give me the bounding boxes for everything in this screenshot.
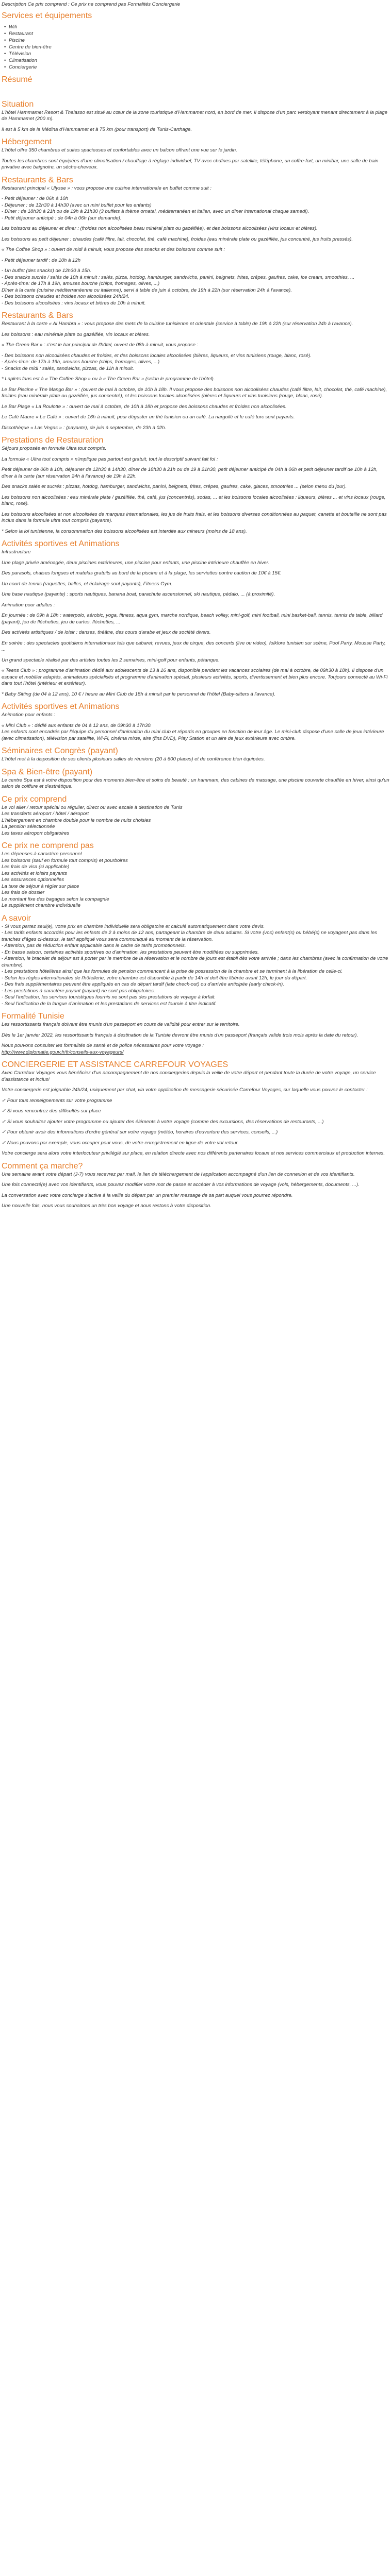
paragraph: Des snacks salés et sucrés : pizzas, hotdog, hamburger, sandwichs, panini, beignets, frites, crêpes, gaufres, cake, glaces, smoothies ... (selon menu du jour). bbox=[2, 484, 347, 489]
paragraph: - Seul l'indication, les services touristiques fournis ne sont pas des prestations de voyage à forfait. bbox=[2, 994, 216, 1000]
animations-title: Activités sportives et Animations bbox=[2, 702, 120, 711]
list-item: Les frais de visa (si applicable) bbox=[2, 864, 70, 870]
resume-title: Résumé bbox=[2, 75, 32, 84]
list-item: • Conciergerie bbox=[9, 64, 389, 71]
paragraph: Dîner à la carte (cuisine méditerranéenne ou italienne), servi à table de juin à octobre, de 19h à 22h (sur réservation 24h à l'avance). bbox=[2, 287, 292, 293]
paragraph: - Des boissons chaudes et froides non alcoolisées 24h/24. bbox=[2, 294, 129, 299]
paragraph: « Teens Club » : programme d'animation dédié aux adolescents de 13 à 16 ans, disponible pendant les vacances scolaires (de mai à octobre, de 09h30 à 18h). Il dispose d'un espace et mobilier adaptés, animateurs spécialisés et programme d'animation spécial, plusieurs activités, sports, divertissement et bien plus encore. Toujours connecté au Wi-Fi dans tout l'hôtel (intérieur et extérieur). bbox=[2, 668, 388, 686]
paragraph: Votre conciergerie est joignable 24h/24, uniquement par chat, via votre application de messagerie sécurisée Carrefour Voyages, sur laquelle vous pouvez le contacter : bbox=[2, 1087, 368, 1093]
paragraph: Restaurant principal « Ulysse » : vous propose une cuisine internationale en buffet comme suit : bbox=[2, 185, 211, 191]
conciergerie-title: CONCIERGERIE ET ASSISTANCE CARREFOUR VOYAGES bbox=[2, 1060, 229, 1069]
paragraph: En journée : de 09h à 18h : waterpolo, aérobic, yoga, fitness, aqua gym, marche nordique, beach volley, mini-golf, mini football, mini basket-ball, tennis, tennis de table, billard (payant), jeu de fléchettes, jeu de cartes, fléchettes, ... bbox=[2, 613, 383, 625]
paragraph: Une plage privée aménagée, deux piscines extérieures, une piscine pour enfants, une piscine intérieure chauffée en hiver. bbox=[2, 560, 270, 566]
paragraph: Animation pour adultes : bbox=[2, 602, 55, 608]
paragraph: Nous pouvons consulter les formalités de santé et de police nécessaires pour votre voyage : bbox=[2, 1043, 204, 1048]
paragraph: - Après-time: de 17h à 19h, amuses bouche (chips, fromages, olives, ...) bbox=[2, 281, 160, 286]
paragraph: ✓ Si vous souhaitez ajouter votre programme ou ajouter des éléments à votre voyage (comme des excursions, des réservations de restaurants, ...) bbox=[2, 1118, 324, 1125]
paragraph: - Selon les règles internationales de l'hôtellerie, votre chambre est disponible à partir de 14h et doit être libérée avant 12h, le jour du départ. bbox=[2, 975, 307, 981]
paragraph: Le Bar Plage « La Roulotte » : ouvert de mai à octobre, de 10h à 18h et propose des boissons chaudes et froides non alcoolisées. bbox=[2, 403, 287, 410]
list-item: Les frais de dossier bbox=[2, 890, 45, 895]
services-title: Services et équipements bbox=[2, 11, 92, 20]
paragraph: - Seul l'indication de la langue d'animation et les prestations de services est fournie à titre indicatif. bbox=[2, 1001, 217, 1007]
paragraph: ✓ Nous pouvons par exemple, vous occuper pour vous, de votre enregistrement en ligne de votre vol retour. bbox=[2, 1140, 239, 1146]
paragraph: Le centre Spa est à votre disposition pour des moments bien-être et soins de beauté : un hammam, des cabines de massage, une piscine couverte chauffée en hiver, ainsi qu'un salon de coiffure et d'esthétique. bbox=[2, 777, 389, 789]
paragraph: Un court de tennis (raquettes, balles, et éclairage sont payants), Fitness Gym. bbox=[2, 581, 173, 587]
seminaires-title: Séminaires et Congrès (payant) bbox=[2, 747, 118, 755]
paragraph: - Déjeuner : de 12h30 à 14h30 (avec un mini buffet pour les enfants) bbox=[2, 202, 152, 208]
paragraph: - Des snacks sucrés / salés de 10h à minuit : salés, pizza, hotdog, hamburger, sandwichs, panini, beignets, frites, crêpes, gaufres, cake, ice cream, smoothies, ... bbox=[2, 274, 355, 280]
paragraph: - Si vous partez seul(e), votre prix en chambre individuelle sera obligatoire et calculé automatiquement dans votre devis. bbox=[2, 923, 265, 929]
paragraph: * Laplets fans est à « The Coffee Shop » ou à « The Green Bar » (selon le programme de l'hôtel). bbox=[2, 376, 215, 382]
list-item: Les activités et loisirs payants bbox=[2, 870, 67, 876]
paragraph: * Selon la loi tunisienne, la consommation des boissons alcoolisées est interdite aux mineurs (moins de 18 ans). bbox=[2, 528, 247, 534]
paragraph: Petit déjeuner de 06h à 10h, déjeuner de 12h30 à 14h30, dîner de 18h30 à 21h ou de 19 à 21h30, petit déjeuner anticipé de 04h à 06h et petit déjeuner tardif de 10h à 12h, dîner à la carte (sur réservation 24h à l'avance) de 19h à 22h. bbox=[2, 467, 378, 479]
paragraph: « The Green Bar » : c'est le bar principal de l'hôtel, ouvert de 08h à minuit, vous propose : bbox=[2, 342, 199, 348]
hebergement-title: Hébergement bbox=[2, 138, 52, 146]
paragraph: Les boissons non alcoolisées : eau minérale plate / gazéifiée, thé, café, jus (concentrés), sodas, ... et les boissons locales alcoolisées : liqueurs, bières ... et vins locaux (rouge, blanc, rosé). bbox=[2, 494, 386, 506]
paragraph: - En basse saison, certaines activités sportives ou d'animation, les prestations peuvent être modifiées ou supprimées. bbox=[2, 949, 259, 955]
paragraph: - Dîner : de 18h30 à 21h ou de 19h à 21h30 (3 buffets à thème ornatal, méditerranéen et italien, avec un dîner international chaque samedi). bbox=[2, 209, 309, 214]
restaurants-title-2: Restaurants & Bars bbox=[2, 311, 73, 320]
activites-title: Activités sportives et Animations bbox=[2, 539, 120, 548]
paragraph: * Baby Sitting (de 04 à 12 ans), 10 € / heure au Mini Club de 18h à minuit par le personnel de l'hôtel (Baby-sitters à l'avance). bbox=[2, 691, 276, 697]
spa-title: Spa & Bien-être (payant) bbox=[2, 767, 93, 776]
paragraph: - Les prestations hôtelières ainsi que les formules de pension commencent à la prise de possession de la chambre et se terminent à la libération de celle-ci. bbox=[2, 969, 343, 974]
paragraph: Le Bar Piscine « The Mango Bar » : (ouvert de mai à octobre, de 10h à 18h. Il vous propose des boissons non alcoolisées chaudes (café filtre, lait, chocolat, thé, café machine), froides (eau minérale plate ou gazéifiée, jus concentré), et les boissons locales alcoolisées (bières et liqueurs et vins tunisiens (rouge, blanc, rosé). bbox=[2, 386, 387, 399]
paragraph: Les boissons au petit déjeuner : chaudes (café filtre, lait, chocolat, thé, café machine), froides (eau minérale plate ou gazéifiée, jus concentré, jus fruits pressés). bbox=[2, 236, 353, 242]
paragraph: Une base nautique (payante) : sports nautiques, banana boat, parachute ascensionnel, ski nautique, pédalo, ... (à proximité). bbox=[2, 591, 275, 597]
formalite-title: Formalité Tunisie bbox=[2, 1012, 64, 1021]
list-item: • Centre de bien-être bbox=[9, 44, 389, 50]
paragraph: Les ressortissants français doivent être munis d'un passeport en cours de validité pour entrer sur le territoire. bbox=[2, 1022, 240, 1027]
list-item: Les taxes aéroport obligatoires bbox=[2, 830, 70, 836]
paragraph: Un grand spectacle réalisé par des artistes toutes les 2 semaines, mini-golf pour enfants, pétanque. bbox=[2, 657, 220, 663]
prix-comprend-title: Ce prix comprend bbox=[2, 794, 67, 804]
list-item: L'hébergement en chambre double pour le nombre de nuits choisies bbox=[2, 817, 151, 823]
list-item: • Télévision bbox=[9, 50, 389, 57]
prix-ne-comprend-pas-title: Ce prix ne comprend pas bbox=[2, 841, 94, 850]
paragraph: « Mini Club » : dédié aux enfants de 04 à 12 ans, de 09h30 à 17h30. bbox=[2, 722, 152, 728]
paragraph: Des parasols, chaises longues et matelas gratuits au bord de la piscine et à la plage, les serviettes contre caution de 10€ à 15€. bbox=[2, 570, 282, 576]
paragraph: - Des boissons alcoolisées : vins locaux et bières de 10h à minuit. bbox=[2, 300, 146, 306]
list-item: La pension sélectionnée bbox=[2, 824, 55, 829]
list-item: Le montant fixe des bagages selon la compagnie bbox=[2, 896, 109, 902]
paragraph: Restaurant à la carte « Al Hambra » : vous propose des mets de la cuisine tunisienne et orientale (service à table) de 19h à 22h (sur réservation 24h à l'avance). bbox=[2, 321, 353, 327]
list-item: • Restaurant bbox=[9, 30, 389, 37]
paragraph: Votre concierge sera alors votre interlocuteur privilégié sur place, en relation directe avec nos différents partenaires locaux et nos services commerciaux et production internes. bbox=[2, 1150, 385, 1156]
paragraph: L'hôtel met à la disposition de ses clients plusieurs salles de réunions (20 à 600 places) et de conférence bien équipées. bbox=[2, 756, 265, 762]
paragraph: L'hôtel Hammamet Resort & Thalasso est situé au cœur de la zone touristique d'Hammamet nord, en bord de mer. Il dispose d'un parc verdoyant menant directement à la plage de Hammamet (200 m). bbox=[2, 109, 387, 122]
paragraph: Une fois connecté(e) avec vos identifiants, vous pouvez modifier votre mot de passe et accéder à vos informations de voyage (vols, hébergements, documents, ...). bbox=[2, 1182, 360, 1188]
paragraph: Infrastructure bbox=[2, 549, 31, 555]
paragraph: - Attention, le bracelet de séjour est à porter par le membre de la réservation et le nombre de jours est établi dès votre arrivée ; dans les chambres (avec la confirmation de votre chambre). bbox=[2, 956, 388, 968]
restaurants-title: Restaurants & Bars bbox=[2, 175, 73, 184]
intro-text: Description Ce prix comprend : Ce prix ne comprend pas Formalités Conciergerie bbox=[2, 2, 181, 7]
list-item: Les dépenses à caractère personnel bbox=[2, 851, 82, 857]
list-item: Les assurances optionnelles bbox=[2, 877, 64, 883]
list-item: Le supplément chambre individuelle bbox=[2, 903, 81, 908]
paragraph: Une nouvelle fois, nous vous souhaitons un très bon voyage et nous restons à votre disposition. bbox=[2, 1203, 211, 1209]
paragraph: - Petit déjeuner tardif : de 10h à 12h bbox=[2, 257, 81, 263]
paragraph: En soirée : des spectacles quotidiens internationaux tels que cabaret, revues, jeux de cirque, des concerts (live ou video), folklore tunisien sur scène, Pool Party, Mousse Party, ... bbox=[2, 640, 386, 652]
paragraph: Une semaine avant votre départ (J-7) vous recevrez par mail, le lien de téléchargement de l'application accompagné d'un lien de connexion et de vos identifiants. bbox=[2, 1171, 355, 1177]
paragraph: - Des frais supplémentaires peuvent être appliqués en cas de départ tardif (late check-out) ou d'arrivée anticipée (early check-in). bbox=[2, 981, 284, 987]
list-item: • Wifi bbox=[9, 24, 389, 30]
list-item: • Piscine bbox=[9, 37, 389, 44]
paragraph: Les boissons au déjeuner et dîner : (froides non alcoolisées beau minéral plats ou gazéifiée), et des boissons alcoolisées (vins locaux et bières). bbox=[2, 226, 318, 231]
list-item: Les boissons (sauf en formule tout compris) et pourboires bbox=[2, 857, 128, 863]
paragraph: - Petit déjeuner : de 06h à 10h bbox=[2, 196, 69, 201]
paragraph: ✓ Pour obtenir avoir des informations d'ordre général sur votre voyage (météo, horaires d'ouverture des services, conseils, ...) bbox=[2, 1129, 278, 1135]
paragraph: L'hôtel offre 350 chambres et suites spacieuses et confortables avec un balcon offrant une vue sur le jardin. bbox=[2, 147, 237, 153]
paragraph: - Attention, pas de réduction enfant applicable dans le cadre de tarifs promotionnels. bbox=[2, 943, 186, 948]
page bbox=[0, 2, 391, 2576]
paragraph: - Petit déjeuner anticipé : de 04h à 06h (sur demande). bbox=[2, 215, 122, 221]
paragraph: - Les tarifs enfants accordés pour les enfants de 2 à moins de 12 ans, partageant la chambre de deux adultes. Si votre (vos) enfant(s) ou bébé(s) ne voyagent pas dans les tranches d'âges ci-dessus, le tarif appliqué vous sera communiqué au moment de la réservation. bbox=[2, 930, 377, 942]
paragraph: Animation pour enfants : bbox=[2, 712, 55, 718]
paragraph: Les enfants sont encadrés par l'équipe du personnel d'animation du mini club et répartis en groupes en fonction de leur âge. Le mini-club dispose d'une salle de jeux intérieure (avec climatisation), télévision par satellite, Wi-Fi, cinéma mixte, aire (fins DVD), Play Station et un aire de jeux extérieure avec ombre. bbox=[2, 729, 384, 741]
paragraph: Les boissons : eau minérale plate ou gazéifiée, vin locaux et bières. bbox=[2, 331, 150, 337]
paragraph: Avec Carrefour Voyages vous bénéficiez d'un accompagnement de nos conciergeries depuis la veille de votre départ et pendant toute la durée de votre voyage, un service d'assistance et inclus! bbox=[2, 1070, 376, 1082]
paragraph: Dès le 1er janvier 2022, les ressortissants français à destination de la Tunisie devront être munis d'un passeport (français valide trois mois après la date du retour). bbox=[2, 1032, 359, 1038]
paragraph: - Les prestations à caractère payant (payant) ne sont pas obligatoires. bbox=[2, 988, 155, 994]
paragraph: ✓ Si vous rencontrez des difficultés sur place bbox=[2, 1108, 101, 1114]
paragraph: - Des boissons non alcoolisées chaudes et froides, et des boissons locales alcoolisées (bières, liqueurs, et vins tunisiens (rouge, blanc, rosé). bbox=[2, 352, 312, 359]
paragraph: La formule « Ultra tout compris » n'implique pas partout est gratuit, tout le descriptif suivant fait foi : bbox=[2, 456, 218, 462]
paragraph: Des activités artistiques / de loisir : danses, théâtre, des cours d'arabe et jeux de société divers. bbox=[2, 630, 211, 635]
paragraph: - Après-time: de 17h à 19h, amuses bouche (chips, fromages, olives, ...) bbox=[2, 359, 160, 365]
list-item: • Climatisation bbox=[9, 57, 389, 64]
prestations-title: Prestations de Restauration bbox=[2, 436, 104, 445]
paragraph: ✓ Pour tous renseignements sur votre programme bbox=[2, 1097, 112, 1104]
a-savoir-title: A savoir bbox=[2, 913, 31, 923]
paragraph: La conversation avec votre concierge s'active à la veille du départ par un premier message de sa part auquel vous pourrez répondre. bbox=[2, 1192, 293, 1198]
paragraph: Discothèque « Las Vegas » : (payante), de juin à septembre, de 23h à 02h. bbox=[2, 425, 167, 431]
services-list bbox=[2, 24, 389, 71]
situation-title: Situation bbox=[2, 99, 34, 109]
paragraph: Il est à 5 km de la Médina d'Hammamet et à 75 km (pour transport) de Tunis-Carthage. bbox=[2, 126, 192, 132]
paragraph: « The Coffee Shop » : ouvert de midi à minuit, vous propose des snacks et des boissons comme suit : bbox=[2, 247, 225, 252]
paragraph: Séjours proposés en formule Ultra tout compris. bbox=[2, 446, 107, 451]
paragraph: Les boissons alcoolisées et non alcoolisées de marques internationales, les jus de fruits frais, et les boissons diverses conditionnées au paquet, canette et bouteille ne sont pas inclus dans la formule ultra tout compris (payante). bbox=[2, 511, 387, 523]
paragraph: - Un buffet (des snacks) de 12h30 à 15h. bbox=[2, 268, 91, 274]
list-item: La taxe de séjour à régler sur place bbox=[2, 883, 79, 889]
diplomatie-link[interactable]: http://www.diplomatie.gouv.fr/fr/conseils-aux-voyageurs/ bbox=[2, 1049, 124, 1055]
paragraph: - Snacks de midi : salés, sandwichs, pizzas, de 11h à minuit. bbox=[2, 365, 134, 371]
paragraph: Toutes les chambres sont équipées d'une climatisation / chauffage à réglage individuel, TV avec chaînes par satellite, téléphone, un coffre-fort, un minibar, une salle de bain privative avec baignoire, un sèche-cheveux. bbox=[2, 158, 379, 170]
list-item: Les transferts aéroport / hôtel / aéroport bbox=[2, 811, 89, 817]
comment-ca-marche-title: Comment ça marche? bbox=[2, 1161, 83, 1171]
list-item: Le vol aller / retour spécial ou régulier, direct ou avec escale à destination de Tunis bbox=[2, 804, 183, 810]
paragraph: Le Café Maure « Le Café » : ouvert de 16h à minuit, pour déguster un thé tunisien ou un café. La narguilé et le café turc sont payants. bbox=[2, 414, 295, 420]
